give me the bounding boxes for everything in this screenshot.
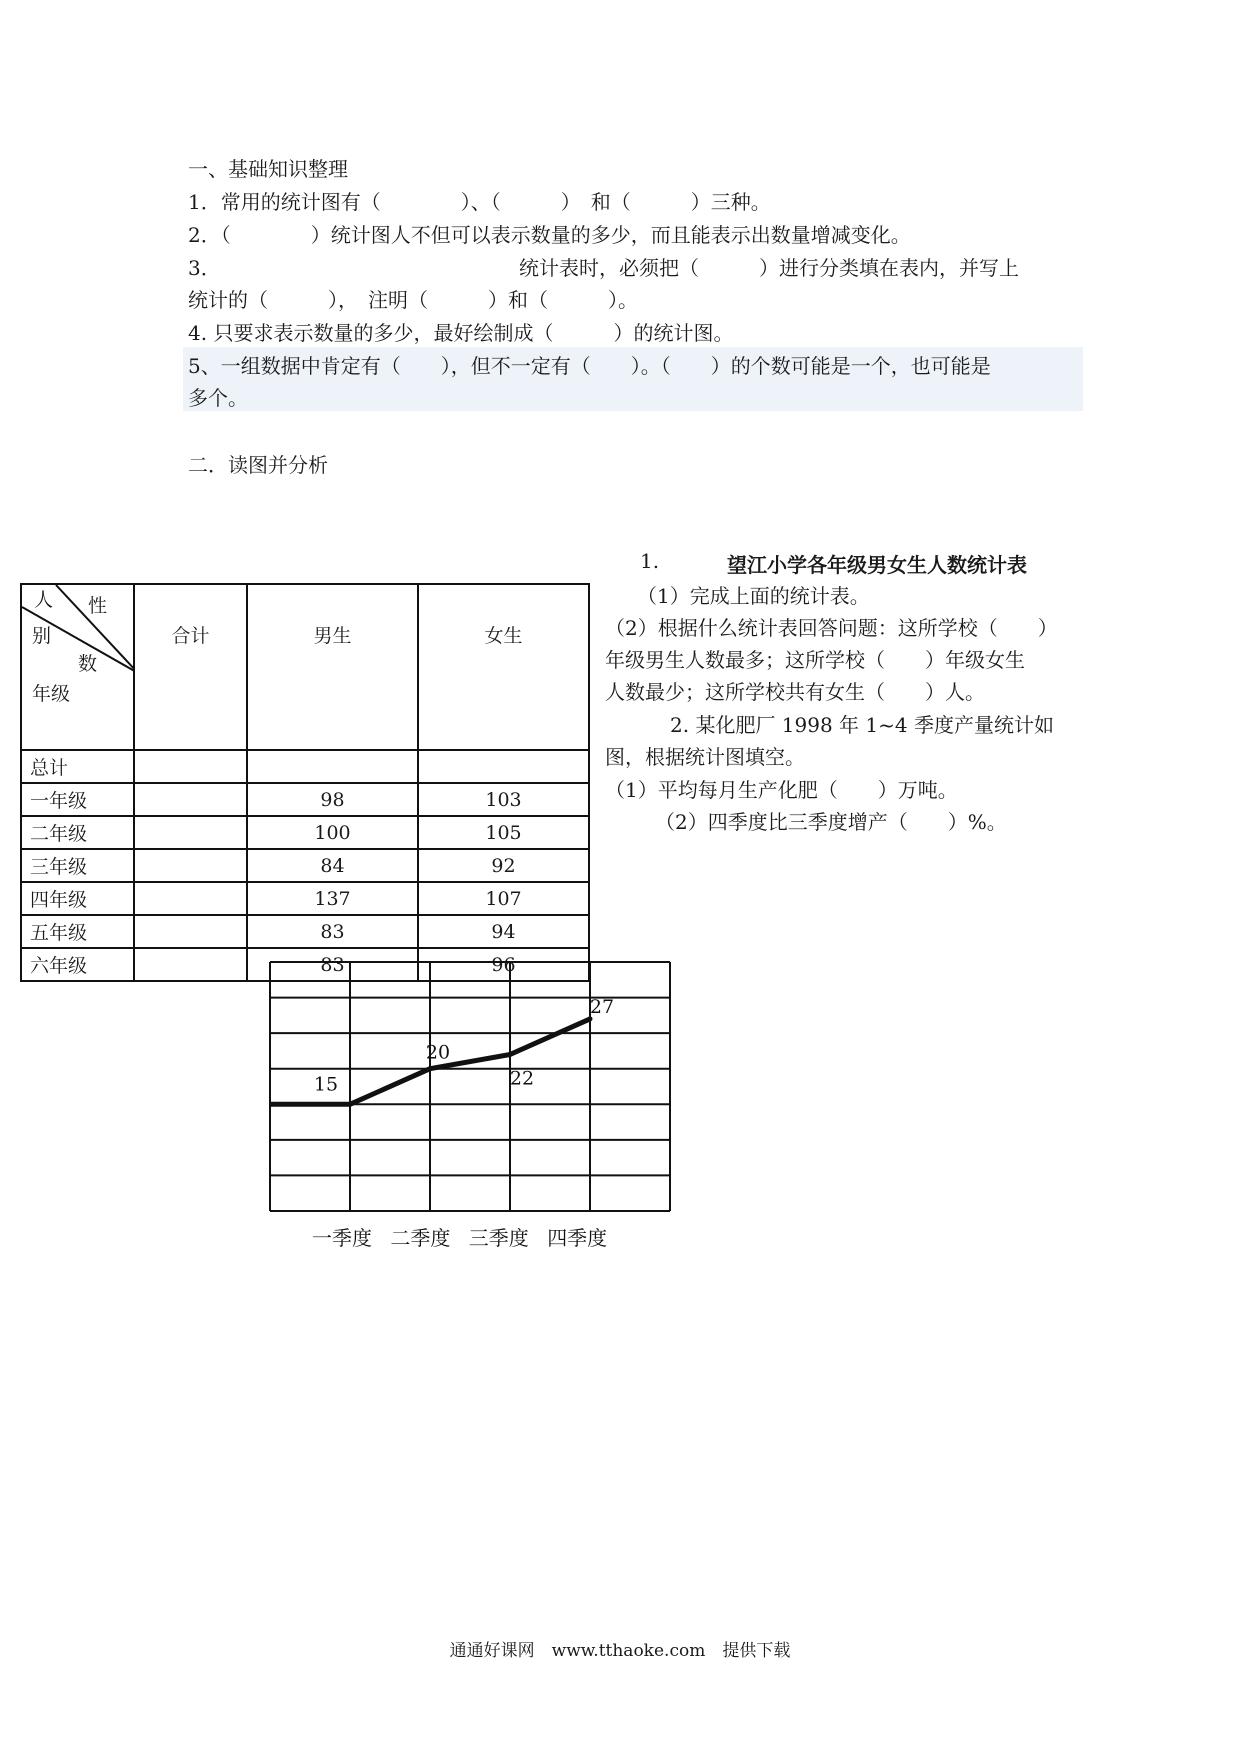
data-label: 20 bbox=[425, 1041, 451, 1064]
question-3-text: 统计表时，必须把（ ）进行分类填在表内，并写上 bbox=[519, 256, 1019, 280]
row-label: 六年级 bbox=[21, 948, 134, 981]
question-1: 1．常用的统计图有（ ）、（ ） 和（ ）三种。 bbox=[188, 190, 771, 214]
cell-male: 83 bbox=[247, 915, 418, 948]
row-label: 二年级 bbox=[21, 816, 134, 849]
table-header-row bbox=[21, 584, 589, 750]
right-q2-sub2: （2）四季度比三季度增产（ ）%。 bbox=[655, 810, 1007, 834]
category-label: 三季度 bbox=[468, 1226, 529, 1250]
question-2: 2．（ ）统计图人不但可以表示数量的多少，而且能表示出数量增减变化。 bbox=[188, 223, 911, 247]
header-total: 合计 bbox=[134, 584, 247, 750]
row-label: 四年级 bbox=[21, 882, 134, 915]
right-sub2-line1: （2）根据什么统计表回答问题：这所学校（ ） bbox=[605, 616, 1058, 640]
row-label: 三年级 bbox=[21, 849, 134, 882]
right-question-number: 1. bbox=[640, 549, 660, 573]
cell-total bbox=[134, 750, 247, 783]
table-row bbox=[21, 783, 589, 816]
table-corner-cell bbox=[21, 584, 134, 750]
page-footer: 通通好课网 www.tthaoke.com 提供下载 bbox=[449, 1641, 791, 1661]
row-label: 五年级 bbox=[21, 915, 134, 948]
right-question-title: 望江小学各年级男女生人数统计表 bbox=[727, 553, 1027, 577]
table-row bbox=[21, 816, 589, 849]
row-label: 总计 bbox=[21, 750, 134, 783]
corner-label-bie: 别 bbox=[32, 625, 52, 647]
right-sub1: （1）完成上面的统计表。 bbox=[637, 584, 870, 608]
right-sub2-line3: 人数最少；这所学校共有女生（ ）人。 bbox=[605, 680, 985, 704]
cell-total bbox=[134, 849, 247, 882]
cell-female: 92 bbox=[418, 849, 589, 882]
right-q2-line2: 图，根据统计图填空。 bbox=[605, 745, 805, 769]
question-3-line2: 统计的（ ）， 注明（ ）和（ ）。 bbox=[188, 288, 638, 312]
data-point bbox=[348, 1102, 353, 1107]
cell-male: 83 bbox=[247, 948, 418, 981]
cell-female bbox=[418, 750, 589, 783]
data-label: 15 bbox=[313, 1073, 339, 1096]
category-label: 二季度 bbox=[390, 1226, 451, 1250]
right-sub2-line2: 年级男生人数最多；这所学校（ ）年级女生 bbox=[605, 648, 1025, 672]
question-5-line1: 5、一组数据中肯定有（ ），但不一定有（ ）。（ ）的个数可能是一个，也可能是 bbox=[188, 354, 991, 378]
data-label: 22 bbox=[509, 1067, 535, 1090]
data-point bbox=[428, 1066, 433, 1071]
question-4: 4. 只要求表示数量的多少，最好绘制成（ ）的统计图。 bbox=[188, 321, 734, 345]
header-female: 女生 bbox=[418, 584, 589, 750]
cell-total bbox=[134, 816, 247, 849]
cell-male: 137 bbox=[247, 882, 418, 915]
data-point bbox=[508, 1052, 513, 1057]
data-label: 27 bbox=[589, 995, 615, 1018]
table-row bbox=[21, 849, 589, 882]
cell-male: 84 bbox=[247, 849, 418, 882]
cell-total bbox=[134, 948, 247, 981]
cell-male: 100 bbox=[247, 816, 418, 849]
category-label: 一季度 bbox=[312, 1226, 372, 1250]
corner-label-ren: 人 bbox=[34, 589, 54, 611]
corner-label-shu: 数 bbox=[78, 653, 98, 675]
question-3-number: 3． bbox=[188, 256, 221, 280]
corner-label-xing: 性 bbox=[88, 595, 108, 617]
section2-title: 二．读图并分析 bbox=[188, 453, 328, 477]
corner-label-grade: 年级 bbox=[32, 683, 71, 705]
question-5-line2: 多个。 bbox=[188, 386, 248, 410]
cell-female: 107 bbox=[418, 882, 589, 915]
cell-total bbox=[134, 882, 247, 915]
section1-title: 一、基础知识整理 bbox=[188, 157, 348, 181]
table-row bbox=[21, 915, 589, 948]
cell-female: 96 bbox=[418, 948, 589, 981]
header-male: 男生 bbox=[247, 584, 418, 750]
cell-male bbox=[247, 750, 418, 783]
table-row bbox=[21, 750, 589, 783]
cell-female: 94 bbox=[418, 915, 589, 948]
cell-female: 105 bbox=[418, 816, 589, 849]
category-label: 四季度 bbox=[547, 1226, 608, 1250]
cell-total bbox=[134, 783, 247, 816]
cell-male: 98 bbox=[247, 783, 418, 816]
table-row bbox=[21, 882, 589, 915]
cell-total bbox=[134, 915, 247, 948]
cell-female: 103 bbox=[418, 783, 589, 816]
right-q2-sub1: （1）平均每月生产化肥（ ）万吨。 bbox=[605, 778, 958, 802]
student-count-table bbox=[20, 583, 590, 982]
fertilizer-output-line-chart bbox=[265, 960, 685, 1255]
row-label: 一年级 bbox=[21, 783, 134, 816]
right-q2-line1: 2. 某化肥厂 1998 年 1~4 季度产量统计如 bbox=[670, 713, 1054, 737]
